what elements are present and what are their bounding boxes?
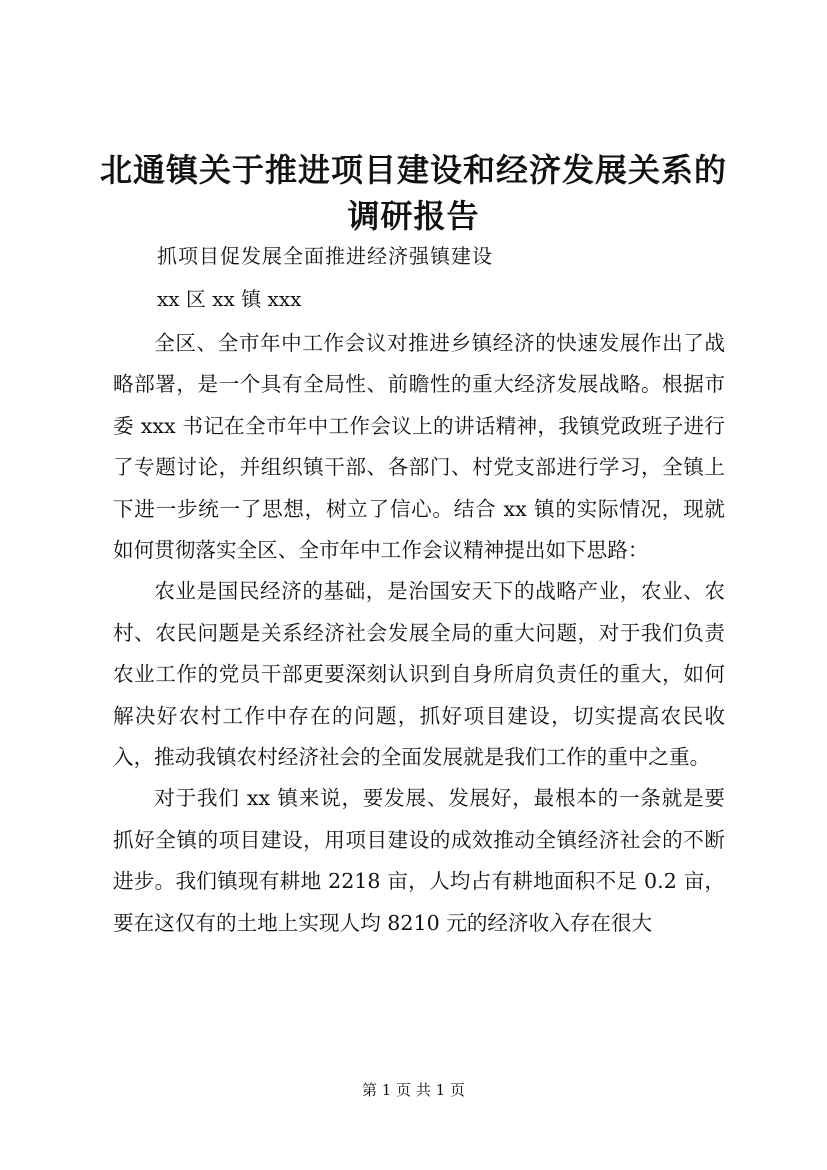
document-subtitle: 抓项目促发展全面推进经济强镇建设 xyxy=(157,244,493,268)
body-paragraph: 农业是国民经济的基础，是治国安天下的战略产业，农业、农村、农民问题是关系经济社会发展全局的重大问题，对于我们负责农业工作的党员干部更要深刻认识到自身所肩负责任的重大，如何解决好农村工作中存在的问题，抓好项目建设，切实提高农民收入，推动我镇农村经济社会的全面发展就是我们工作的重中之重。 xyxy=(113,579,725,770)
body-paragraph: 全区、全市年中工作会议对推进乡镇经济的快速发展作出了战略部署，是一个具有全局性、前瞻性的重大经济发展战略。根据市委 xxx 书记在全市年中工作会议上的讲话精神，我镇党政班子进行了专题讨论，并组织镇干部、各部门、村党支部进行学习，全镇上下进一步统一了思想，树立了信心。结合 xx 镇的实际情况，现就如何贯彻落实全区、全市年中工作会议精神提出如下思路： xyxy=(113,331,725,563)
document-author: xx 区 xx 镇 xxx xyxy=(157,287,302,311)
page-footer: 第 1 页 共 1 页 xyxy=(362,1081,465,1099)
document-title: 北通镇关于推进项目建设和经济发展关系的调研报告 xyxy=(100,151,728,235)
document-body xyxy=(113,323,725,944)
body-paragraph: 对于我们 xx 镇来说，要发展、发展好，最根本的一条就是要抓好全镇的项目建设，用项目建设的成效推动全镇经济社会的不断进步。我们镇现有耕地 2218 亩，人均占有耕地面积不足 0.2 亩，要在这仅有的土地上实现人均 8210 元的经济收入存在很大 xyxy=(113,786,725,935)
